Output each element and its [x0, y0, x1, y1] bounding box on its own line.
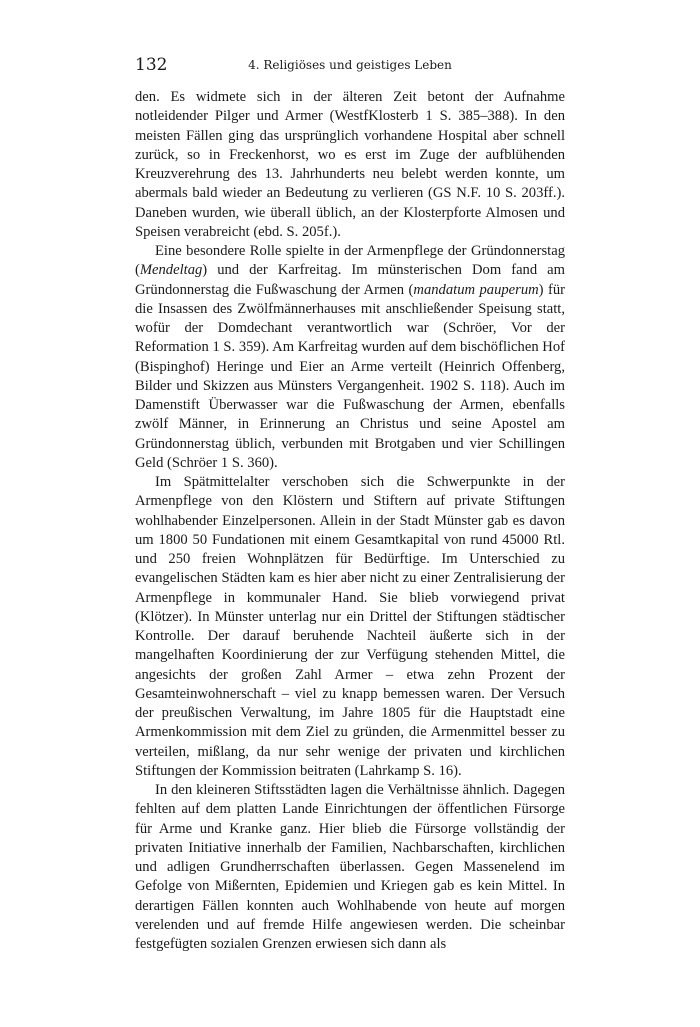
page-header: [135, 54, 565, 78]
emphasized-text: mandatum pauperum: [413, 281, 539, 298]
paragraph: [135, 88, 565, 242]
text-run: ) und der Karfreitag. Im münsterischen Dom fand am Gründonnerstag die Fußwaschung der Armen (: [135, 262, 565, 298]
text-run: ) für die Insassen des Zwölfmännerhauses mit anschließender Speisung statt, wofür der Domdechant verantwortlich war (Schröer, Vor der Reformation 1 S. 359). Am Karfreitag wurden auf dem bischöflichen Hof (Bispinghof) Heringe und Eier an Arme verteilt (Heinrich Offenberg, Bilder und Skizzen aus Münsters Vergangenheit. 1902 S. 118). Auch im Damenstift Überwasser war die Fußwaschung der Armen, ebenfalls zwölf Männer, in Erinnerung an Christus und seine Apostel am Gründonnerstag üblich, verbunden mit Brotgaben und vier Schillingen Geld (Schröer 1 S. 360).: [135, 281, 565, 471]
paragraph: [135, 242, 565, 473]
paragraph: [135, 473, 565, 781]
page-number: 132: [135, 55, 168, 75]
text-run: den. Es widmete sich in der älteren Zeit betont der Aufnahme notleidender Pilger und Armer (WestfKlosterb 1 S. 385–388). In den meisten Fällen ging das ursprünglich vorhandene Hospital aber schnell zurück, so in Freckenhorst, wo es erst im Zuge der aufblühenden Kreuzverehrung des 13. Jahrhunderts neu belebt werden konnte, um abermals bald wieder an Bedeutung zu verlieren (GS N.F. 10 S. 203ff.). Daneben wurden, wie überall üblich, an der Klosterpforte Almosen und Speisen verabreicht (ebd. S. 205f.).: [135, 89, 565, 240]
text-run: Eine besondere Rolle spielte in der Armenpflege der Gründonnerstag (: [135, 243, 565, 279]
paragraph: [135, 781, 565, 954]
emphasized-text: Mendeltag: [139, 262, 203, 279]
running-head: 4. Religiöses und geistiges Leben: [248, 58, 452, 72]
text-run: Im Spätmittelalter verschoben sich die Schwerpunkte in der Armenpflege von den Klöstern und Stiftern auf private Stiftungen wohlhabender Einzelpersonen. Allein in der Stadt Münster gab es davon um 1800 50 Fundationen mit einem Gesamtkapital von rund 45000 Rtl. und 250 freien Wohnplätzen für Bedürftige. Im Unterschied zu evangelischen Städten kam es hier aber nicht zu einer Zentralisierung der Armenpflege in kommunaler Hand. Sie blieb vorwiegend privat (Klötzer). In Münster unterlag nur ein Drittel der Stiftungen städtischer Kontrolle. Der darauf beruhende Nachteil äußerte sich in der mangelhaften Koordinierung der zur Verfügung stehenden Mittel, die angesichts der großen Zahl Armer – etwa zehn Prozent der Gesamteinwohnerschaft – viel zu knapp bemessen waren. Der Versuch der preußischen Verwaltung, im Jahre 1805 für die Hauptstadt eine Armenkommission mit dem Ziel zu gründen, die Armenmittel besser zu verteilen, mißlang, da nur sehr wenige der privaten und kirchlichen Stiftungen der Kommission beitraten (Lahrkamp S. 16).: [135, 474, 565, 779]
body-text: [135, 88, 565, 954]
text-run: In den kleineren Stiftsstädten lagen die Verhältnisse ähnlich. Dagegen fehlten auf dem platten Lande Einrichtungen der öffentlichen Fürsorge für Arme und Kranke ganz. Hier blieb die Fürsorge vollständig der privaten Initiative innerhalb der Familien, Nachbarschaften, kirchlichen und adligen Grundherrschaften überlassen. Gegen Massenelend im Gefolge von Mißernten, Epidemien und Kriegen gab es kein Mittel. In derartigen Fällen konnten auch Wohlhabende von heute auf morgen verelenden und auf fremde Hilfe angewiesen werden. Die scheinbar festgefügten sozialen Grenzen erwiesen sich dann als: [135, 782, 565, 952]
